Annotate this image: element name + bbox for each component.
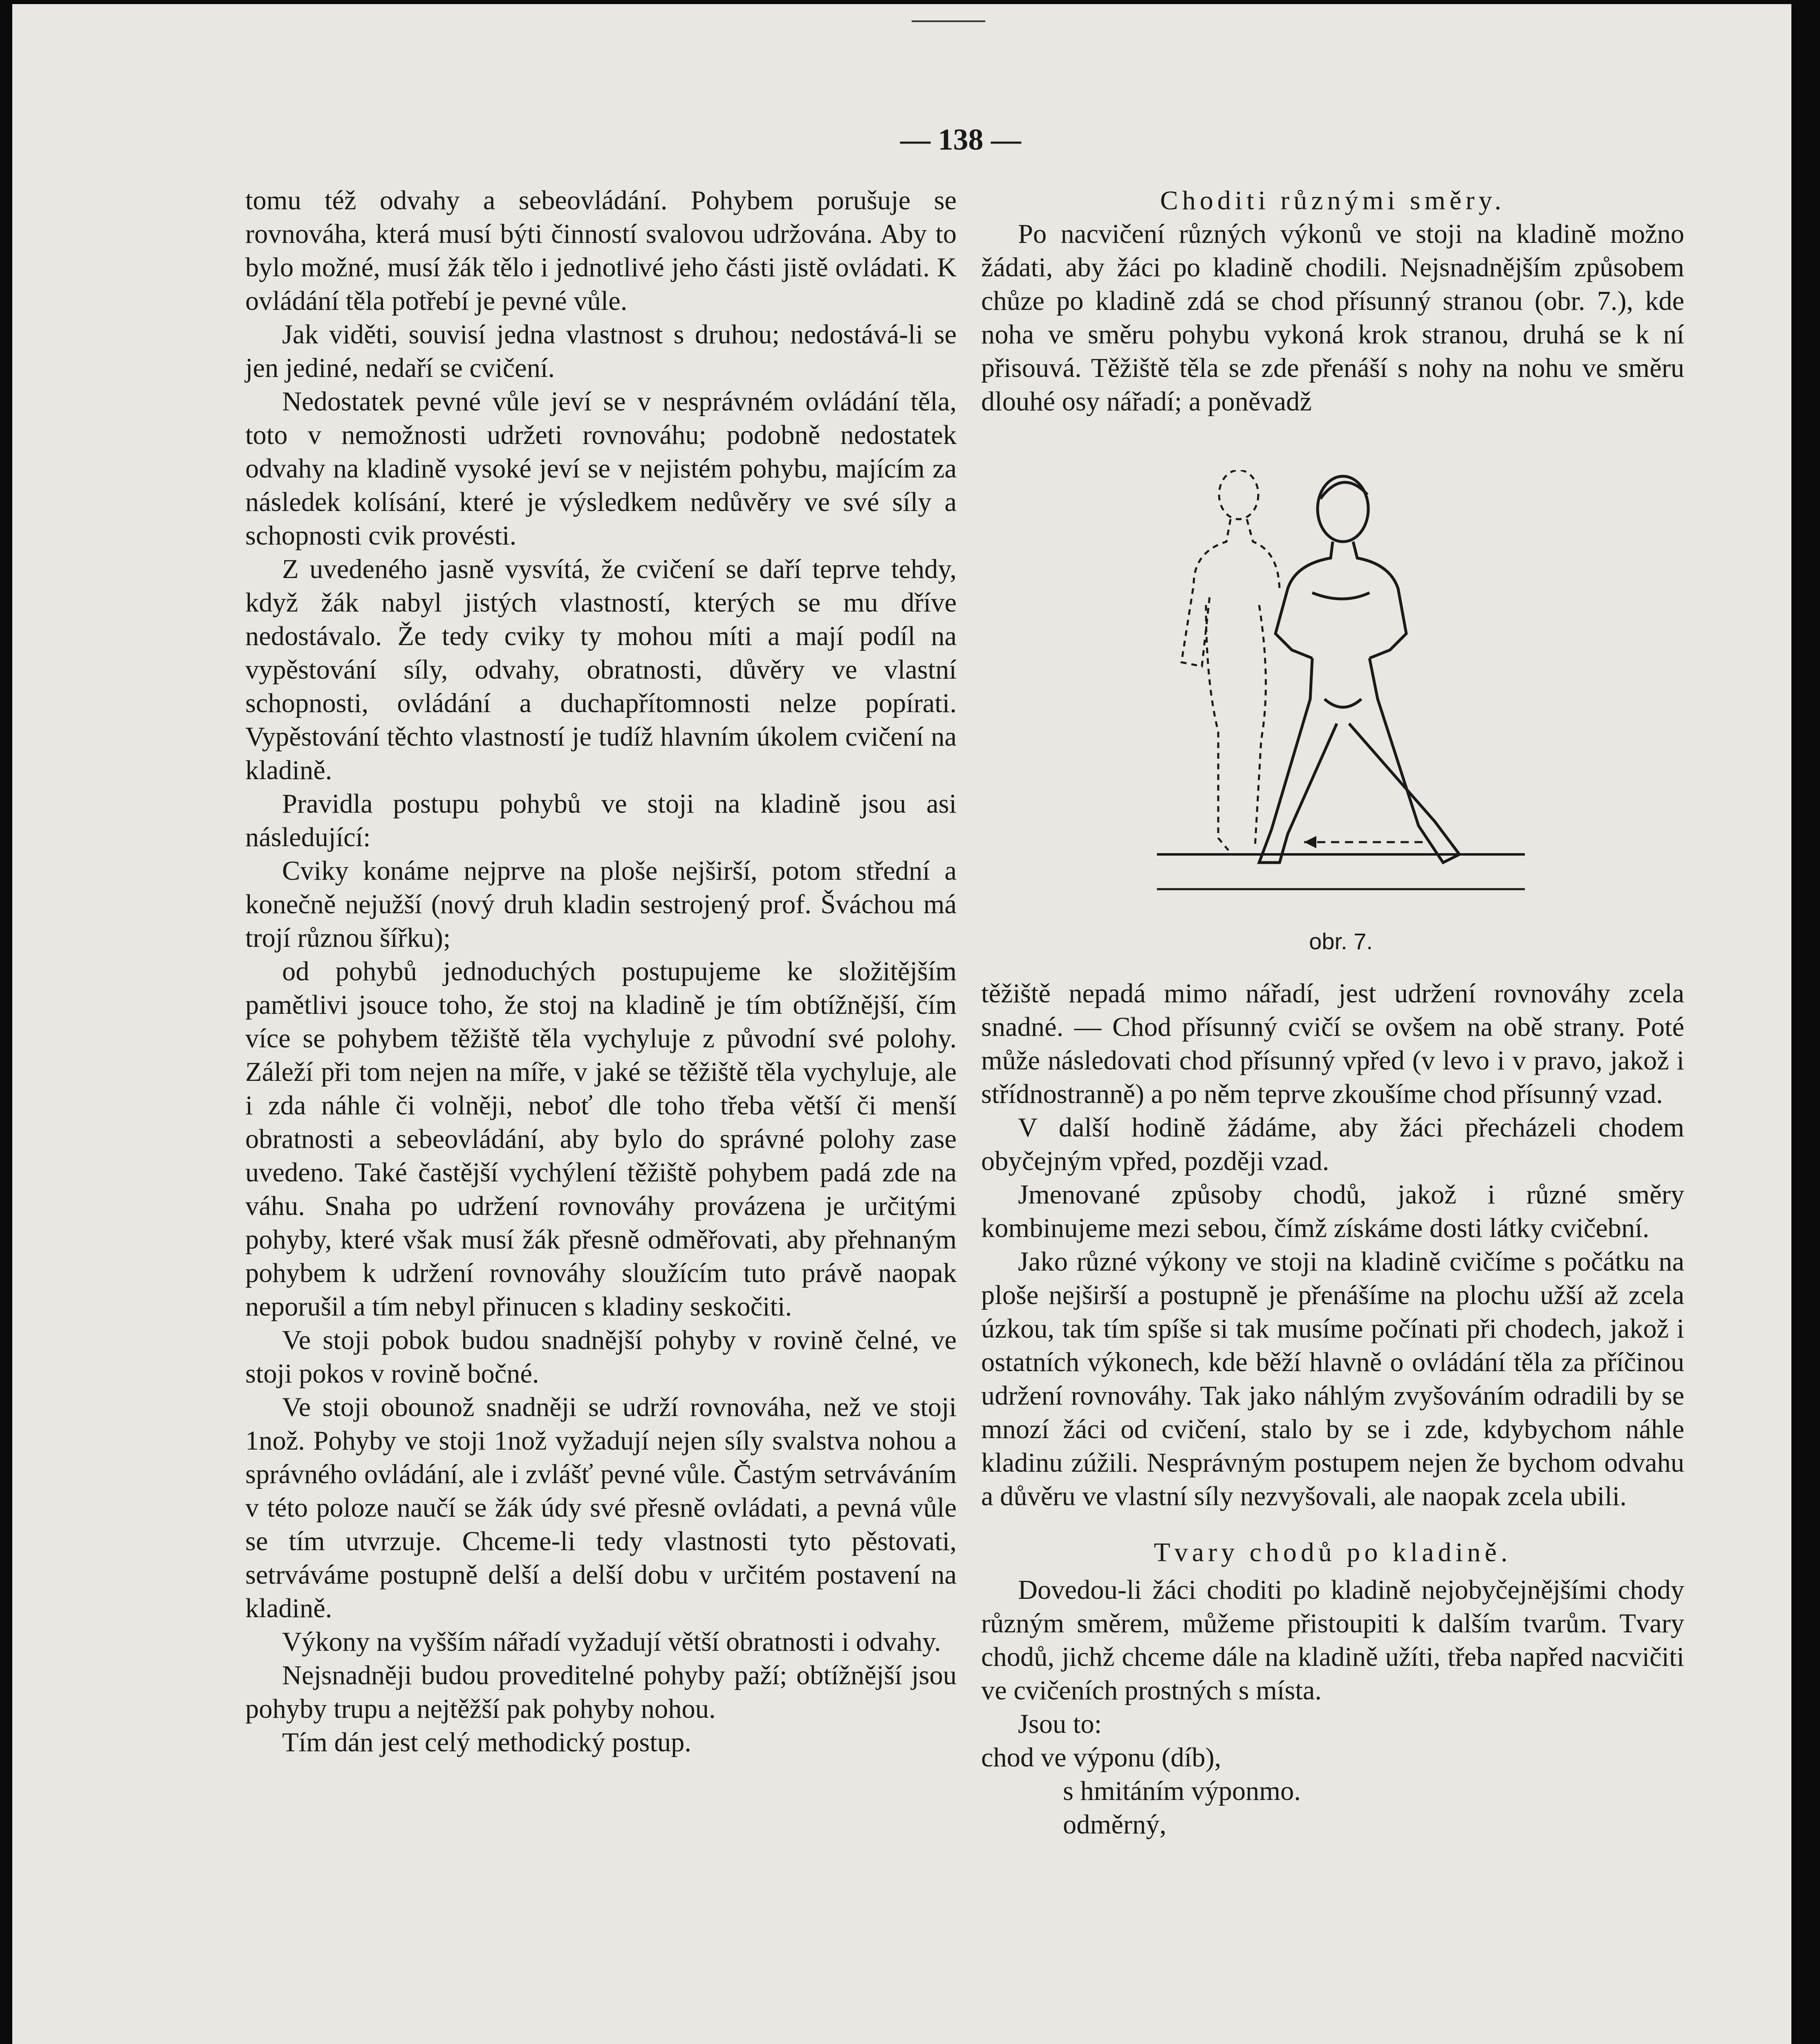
- paragraph: Cviky konáme nejprve na ploše nejširší, potom střední a konečně nejužší (nový druh kladin sestrojený prof. Šváchou má trojí různou šířku);: [245, 856, 957, 953]
- left-column: [245, 184, 957, 1759]
- paragraph: Výkony na vyšším nářadí vyžadují větší obratnosti i odvahy.: [282, 1627, 941, 1657]
- paragraph: Z uvedeného jasně vysvítá, že cvičení se daří teprve tehdy, když žák nabyl jistých vlastností, kterých se mu dříve nedostávalo. Že tedy cviky ty mohou míti a mají podíl na vypěstování síly, odvahy, obratnosti, důvěry ve vlastní schopnosti, ovládání a duchapřítomnosti nelze popírati. Vypěstování těchto vlastností je tudíž hlavním úkolem cvičení na kladině.: [245, 554, 957, 785]
- paragraph: Ve stoji pobok budou snadnější pohyby v rovině čelné, ve stoji pokos v rovině bočné.: [245, 1325, 957, 1389]
- paragraph: Tím dán jest celý methodický postup.: [282, 1728, 692, 1757]
- walking-figure-illustration-icon: [1157, 470, 1525, 903]
- right-column-bottom: [981, 977, 1684, 1842]
- page-number: — 138 —: [900, 123, 1021, 157]
- paragraph: Jak viděti, souvisí jedna vlastnost s druhou; nedostává-li se jen jediné, nedaří se cvičení.: [245, 320, 957, 383]
- paragraph: Pravidla postupu pohybů ve stoji na kladině jsou asi následující:: [245, 789, 957, 852]
- section-heading: Choditi různými směry.: [1160, 186, 1506, 215]
- list-item: odměrný,: [1063, 1810, 1167, 1840]
- list-item: s hmitáním výponmo.: [1063, 1776, 1301, 1806]
- paragraph: tomu též odvahy a sebeovládání. Pohybem porušuje se rovnováha, která musí býti činností svalovou udržována. Aby to bylo možné, musí žák tělo i jednotlivé jeho části jistě ovládati. K ovládání těla potřebí je pevné vůle.: [245, 186, 957, 316]
- paragraph: Nejsnadněji budou proveditelné pohyby paží; obtížnější jsou pohyby trupu a nejtěžší pak pohyby nohou.: [245, 1661, 957, 1724]
- paragraph: Jmenované způsoby chodů, jakož i různé směry kombinujeme mezi sebou, čímž získáme dosti látky cvičební.: [981, 1180, 1684, 1243]
- paragraph: Jsou to:: [1018, 1709, 1102, 1739]
- paragraph: V další hodině žádáme, aby žáci přecházeli chodem obyčejným vpřed, později vzad.: [981, 1113, 1684, 1176]
- top-edge-mark: [912, 4, 985, 22]
- figure-7: [1157, 470, 1525, 954]
- gait-list: [981, 1741, 1684, 1842]
- paragraph: Nedostatek pevné vůle jeví se v nesprávném ovládání těla, toto v nemožnosti udržeti rovnováhu; podobně nedostatek odvahy na kladině vysoké jeví se v nejistém pohybu, majícím za následek kolísání, které je výsledkem nedůvěry ve své síly a schopnosti cvik provésti.: [245, 387, 957, 551]
- paragraph: Jako různé výkony ve stoji na kladině cvičíme s počátku na ploše nejširší a postupně je přenášíme na plochu užší až zcela úzkou, tak tím spíše si tak musíme počínati při chodech, jakož i ostatních výkonech, kde běží hlavně o ovládání těla za příčinou udržení rovnováhy. Tak jako náhlým zvyšováním odradili by se mnozí žáci od cvičení, stalo by se i zde, kdybychom náhle kladinu zúžili. Nesprávným postupem nejen že bychom odvahu a důvěru ve vlastní síly nezvyšovali, ale naopak zcela ubili.: [981, 1247, 1684, 1511]
- paragraph: od pohybů jednoduchých postupujeme ke složitějším pamětlivi jsouce toho, že stoj na kladině je tím obtížnější, čím více se pohybem těžiště těla vychyluje z původní své polohy. Záleží při tom nejen na míře, v jaké se těžiště těla vychyluje, ale i zda náhle či volněji, neboť dle toho třeba větší či menší obratnosti a sebeovládání, aby bylo do správné polohy zase uvedeno. Také častější vychýlení těžiště pohybem padá zde na váhu. Snaha po udržení rovnováhy provázena je určitými pohyby, které však musí žák přesně odměřovati, aby přehnaným pohybem k udržení rovnováhy sloužícím tuto právě naopak neporušil a tím nebyl přinucen s kladiny seskočiti.: [245, 957, 957, 1322]
- paragraph: Ve stoji obounož snadněji se udrží rovnováha, než ve stoji 1nož. Pohyby ve stoji 1nož vyžadují nejen síly svalstva nohou a správného ovládání, ale i zvlášť pevné vůle. Častým setrváváním v této poloze naučí se žák údy své přesně ovládati, a pevná vůle se tím utvrzuje. Chceme-li tedy vlastnosti tyto pěstovati, setrváváme postupně delší a delší dobu v určitém postavení na kladině.: [245, 1392, 957, 1623]
- paragraph: Po nacvičení různých výkonů ve stoji na kladině možno žádati, aby žáci po kladině chodili. Nejsnadnějším způsobem chůze po kladině zdá se chod přísunný stranou (obr. 7.), kde noha ve směru pohybu vykoná krok stranou, druhá se k ní přisouvá. Těžiště těla se zde přenáší s nohy na nohu ve směru dlouhé osy nářadí; a poněvadž: [981, 219, 1684, 417]
- section-heading: Tvary chodů po kladině.: [1154, 1537, 1512, 1567]
- paragraph: Dovedou-li žáci choditi po kladině nejobyčejnějšími chody různým směrem, můžeme přistoupiti k dalším tvarům. Tvary chodů, jichž chceme dále na kladině užíti, třeba napřed nacvičiti ve cvičeních prostných s místa.: [981, 1575, 1684, 1706]
- right-column-top: [981, 184, 1684, 419]
- figure-caption: obr. 7.: [1309, 928, 1373, 954]
- book-page: [12, 4, 1791, 2044]
- paragraph: těžiště nepadá mimo nářadí, jest udržení rovnováhy zcela snadné. — Chod přísunný cvičí se ovšem na obě strany. Poté může následovati chod přísunný vpřed (v levo i v pravo, jakož i střídnostranně) a po něm teprve zkoušíme chod přísunný vzad.: [981, 979, 1684, 1109]
- list-item: chod ve výponu (díb),: [981, 1743, 1222, 1773]
